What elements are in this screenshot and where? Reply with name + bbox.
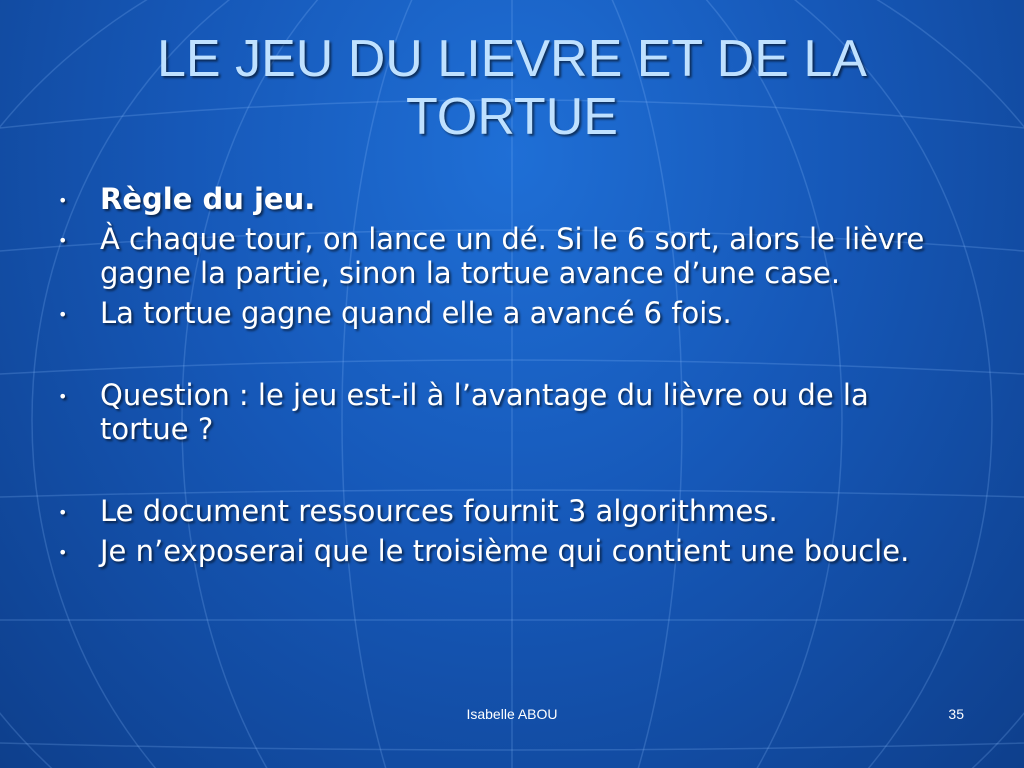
bullet-text: Question : le jeu est-il à l’avantage du lièvre ou de la tortue ?	[100, 378, 869, 446]
bullet-text: Je n’exposerai que le troisième qui contient une boucle.	[100, 534, 910, 568]
bullet-text: Règle du jeu.	[100, 182, 316, 216]
bullet-item	[58, 378, 958, 446]
slide-title: LE JEU DU LIEVRE ET DE LA TORTUE	[157, 30, 867, 146]
bullet-text: La tortue gagne quand elle a avancé 6 fois.	[100, 296, 732, 330]
bullet-list	[58, 182, 958, 568]
bullet-dot-icon: •	[58, 503, 68, 522]
bullet-item	[58, 182, 958, 216]
bullet-dot-icon: •	[58, 305, 68, 324]
bullet-item	[58, 494, 958, 528]
bullet-dot-icon: •	[58, 543, 68, 562]
bullet-text: Le document ressources fournit 3 algorithmes.	[100, 494, 778, 528]
bullet-dot-icon: •	[58, 387, 68, 406]
bullet-text: À chaque tour, on lance un dé. Si le 6 sort, alors le lièvre gagne la partie, sinon la tortue avance d’une case.	[100, 222, 925, 290]
bullet-dot-icon: •	[58, 191, 68, 210]
bullet-item	[58, 222, 958, 290]
bullet-item	[58, 296, 958, 330]
page-number: 35	[948, 706, 964, 722]
bullet-item	[58, 534, 958, 568]
bullet-dot-icon: •	[58, 231, 68, 250]
footer-author: Isabelle ABOU	[466, 706, 558, 722]
